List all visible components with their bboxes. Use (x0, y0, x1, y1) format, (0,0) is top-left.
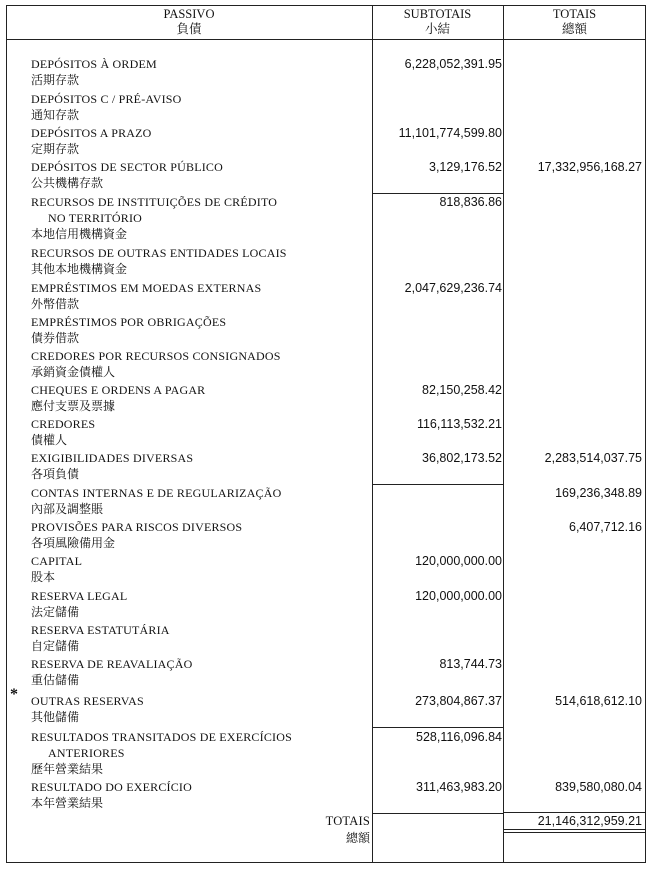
row-label (31, 382, 205, 414)
row-subtotal: 528,116,096.84 (416, 730, 502, 744)
row-label-pt: RECURSOS DE INSTITUIÇÕES DE CRÉDITO (31, 195, 278, 209)
row-label-pt: EXIGIBILIDADES DIVERSAS (31, 451, 194, 465)
row-label-pt: DEPÓSITOS A PRAZO (31, 126, 152, 140)
table-row (0, 553, 653, 587)
row-label (31, 729, 292, 777)
table-row (0, 519, 653, 553)
row-label (31, 159, 223, 191)
row-total: 17,332,956,168.27 (537, 160, 642, 174)
row-label-pt: DEPÓSITOS C / PRÉ-AVISO (31, 92, 182, 106)
asterisk-mark: * (10, 686, 18, 703)
table-row (0, 91, 653, 125)
row-subtotal: 311,463,983.20 (416, 780, 502, 794)
row-label-zh: 通知存款 (31, 108, 80, 122)
row-label (31, 553, 82, 585)
total-rule-bottom-1 (503, 829, 646, 830)
grand-total-value: 21,146,312,959.21 (537, 814, 642, 828)
row-label-pt: CREDORES POR RECURSOS CONSIGNADOS (31, 349, 281, 363)
row-subtotal: 6,228,052,391.95 (404, 57, 502, 71)
row-label-zh: 法定儲備 (31, 605, 80, 619)
row-label-zh: 債權人 (31, 433, 68, 447)
header-passivo-pt: PASSIVO (163, 7, 215, 21)
table-row (0, 450, 653, 484)
table-row (0, 779, 653, 813)
row-label-zh: 歷年營業結果 (31, 762, 104, 776)
row-subtotal: 116,113,532.21 (416, 417, 502, 431)
row-subtotal: 3,129,176.52 (429, 160, 502, 174)
row-label-zh: 公共機構存款 (31, 176, 104, 190)
row-label (31, 588, 127, 620)
row-label (31, 485, 282, 517)
row-subtotal: 11,101,774,599.80 (398, 126, 502, 140)
table-row (0, 382, 653, 416)
subtotal-rule-2 (372, 484, 503, 485)
table-row (0, 588, 653, 622)
row-label-pt-continued: ANTERIORES (48, 746, 125, 760)
row-label-pt: RESERVA LEGAL (31, 589, 128, 603)
row-label-pt: RESULTADOS TRANSITADOS DE EXERCÍCIOS (31, 730, 292, 744)
table-row (0, 56, 653, 90)
row-label-zh: 其他儲備 (31, 710, 80, 724)
row-label-pt: OUTRAS RESERVAS (31, 694, 144, 708)
table-row (0, 245, 653, 279)
row-label-zh: 定期存款 (31, 142, 80, 156)
row-subtotal: 813,744.73 (439, 657, 502, 671)
row-label (31, 693, 144, 725)
row-label-zh: 外幣借款 (31, 297, 80, 311)
footer-label-zh: 總額 (345, 831, 370, 845)
row-label-zh: 應付支票及票據 (31, 399, 116, 413)
header-totais (503, 7, 646, 37)
row-label-pt: DEPÓSITOS DE SECTOR PÚBLICO (31, 160, 223, 174)
table-row (0, 485, 653, 519)
row-label-pt: EMPRÉSTIMOS POR OBRIGAÇÕES (31, 315, 227, 329)
row-subtotal: 818,836.86 (439, 195, 502, 209)
row-label (31, 656, 192, 688)
table-row (0, 125, 653, 159)
row-label-zh: 各項風險備用金 (31, 536, 116, 550)
row-label-zh: 活期存款 (31, 73, 80, 87)
row-label (31, 519, 242, 551)
row-total: 6,407,712.16 (569, 520, 642, 534)
row-label-pt: PROVISÕES PARA RISCOS DIVERSOS (31, 520, 243, 534)
table-row (0, 729, 653, 776)
header-subtotais (372, 7, 503, 37)
row-label-zh: 股本 (31, 570, 56, 584)
table-row (0, 348, 653, 382)
table-row (0, 194, 653, 241)
row-total: 514,618,612.10 (555, 694, 642, 708)
row-subtotal: 120,000,000.00 (415, 589, 502, 603)
header-totais-zh: 總額 (561, 22, 587, 36)
row-total: 169,236,348.89 (555, 486, 642, 500)
table-row (0, 416, 653, 450)
row-label-zh: 其他本地機構資金 (31, 262, 128, 276)
header-totais-pt: TOTAIS (552, 7, 597, 21)
row-label-zh: 各項負債 (31, 467, 80, 481)
row-label-pt: CREDORES (31, 417, 96, 431)
header-subtotais-pt: SUBTOTAIS (403, 7, 472, 21)
subtotal-rule-3 (372, 727, 503, 728)
footer-label (300, 813, 370, 847)
row-label-zh: 債券借款 (31, 331, 80, 345)
row-subtotal: 273,804,867.37 (415, 694, 502, 708)
table-row (0, 280, 653, 314)
total-rule-bottom-2 (503, 832, 646, 833)
row-label-pt: DEPÓSITOS À ORDEM (31, 57, 157, 71)
footer-label-pt: TOTAIS (325, 814, 370, 828)
subtotal-rule-4 (372, 813, 503, 814)
row-label-zh: 承銷資金債權人 (31, 365, 116, 379)
table-row (0, 159, 653, 193)
row-label-pt: EMPRÉSTIMOS EM MOEDAS EXTERNAS (31, 281, 262, 295)
header-subtotais-zh: 小結 (424, 22, 450, 36)
row-label (31, 348, 281, 380)
row-label (31, 416, 95, 448)
table-row (0, 314, 653, 348)
header-rule (6, 39, 646, 40)
row-subtotal: 36,802,173.52 (422, 451, 502, 465)
row-label (31, 56, 157, 88)
row-label-pt-continued: NO TERRITÓRIO (48, 211, 143, 225)
row-subtotal: 2,047,629,236.74 (404, 281, 502, 295)
row-label-pt: CONTAS INTERNAS E DE REGULARIZAÇÃO (31, 486, 282, 500)
row-label-zh: 本地信用機構資金 (31, 227, 128, 241)
row-label (31, 245, 287, 277)
row-label (31, 194, 277, 242)
row-label (31, 622, 170, 654)
row-label (31, 280, 261, 312)
row-total: 839,580,080.04 (555, 780, 642, 794)
table-row (0, 693, 653, 727)
row-label-pt: RESERVA DE REAVALIAÇÃO (31, 657, 193, 671)
row-subtotal: 120,000,000.00 (415, 554, 502, 568)
row-label-zh: 內部及調整賬 (31, 502, 104, 516)
table-row (0, 622, 653, 656)
row-label (31, 91, 182, 123)
table-row (0, 656, 653, 690)
row-label-zh: 本年營業結果 (31, 796, 104, 810)
row-label-pt: RESERVA ESTATUTÁRIA (31, 623, 170, 637)
subtotal-rule-1 (372, 193, 503, 194)
header-passivo (6, 7, 372, 37)
row-total: 2,283,514,037.75 (544, 451, 642, 465)
row-label (31, 314, 226, 346)
row-label (31, 450, 193, 482)
row-label-pt: CHEQUES E ORDENS A PAGAR (31, 383, 206, 397)
row-label (31, 125, 152, 157)
row-label-pt: RECURSOS DE OUTRAS ENTIDADES LOCAIS (31, 246, 287, 260)
row-label-pt: RESULTADO DO EXERCÍCIO (31, 780, 192, 794)
header-passivo-zh: 負債 (176, 22, 202, 36)
row-label-zh: 自定儲備 (31, 639, 80, 653)
row-label (31, 779, 192, 811)
row-label-pt: CAPITAL (31, 554, 83, 568)
row-subtotal: 82,150,258.42 (422, 383, 502, 397)
row-label-zh: 重估儲備 (31, 673, 80, 687)
